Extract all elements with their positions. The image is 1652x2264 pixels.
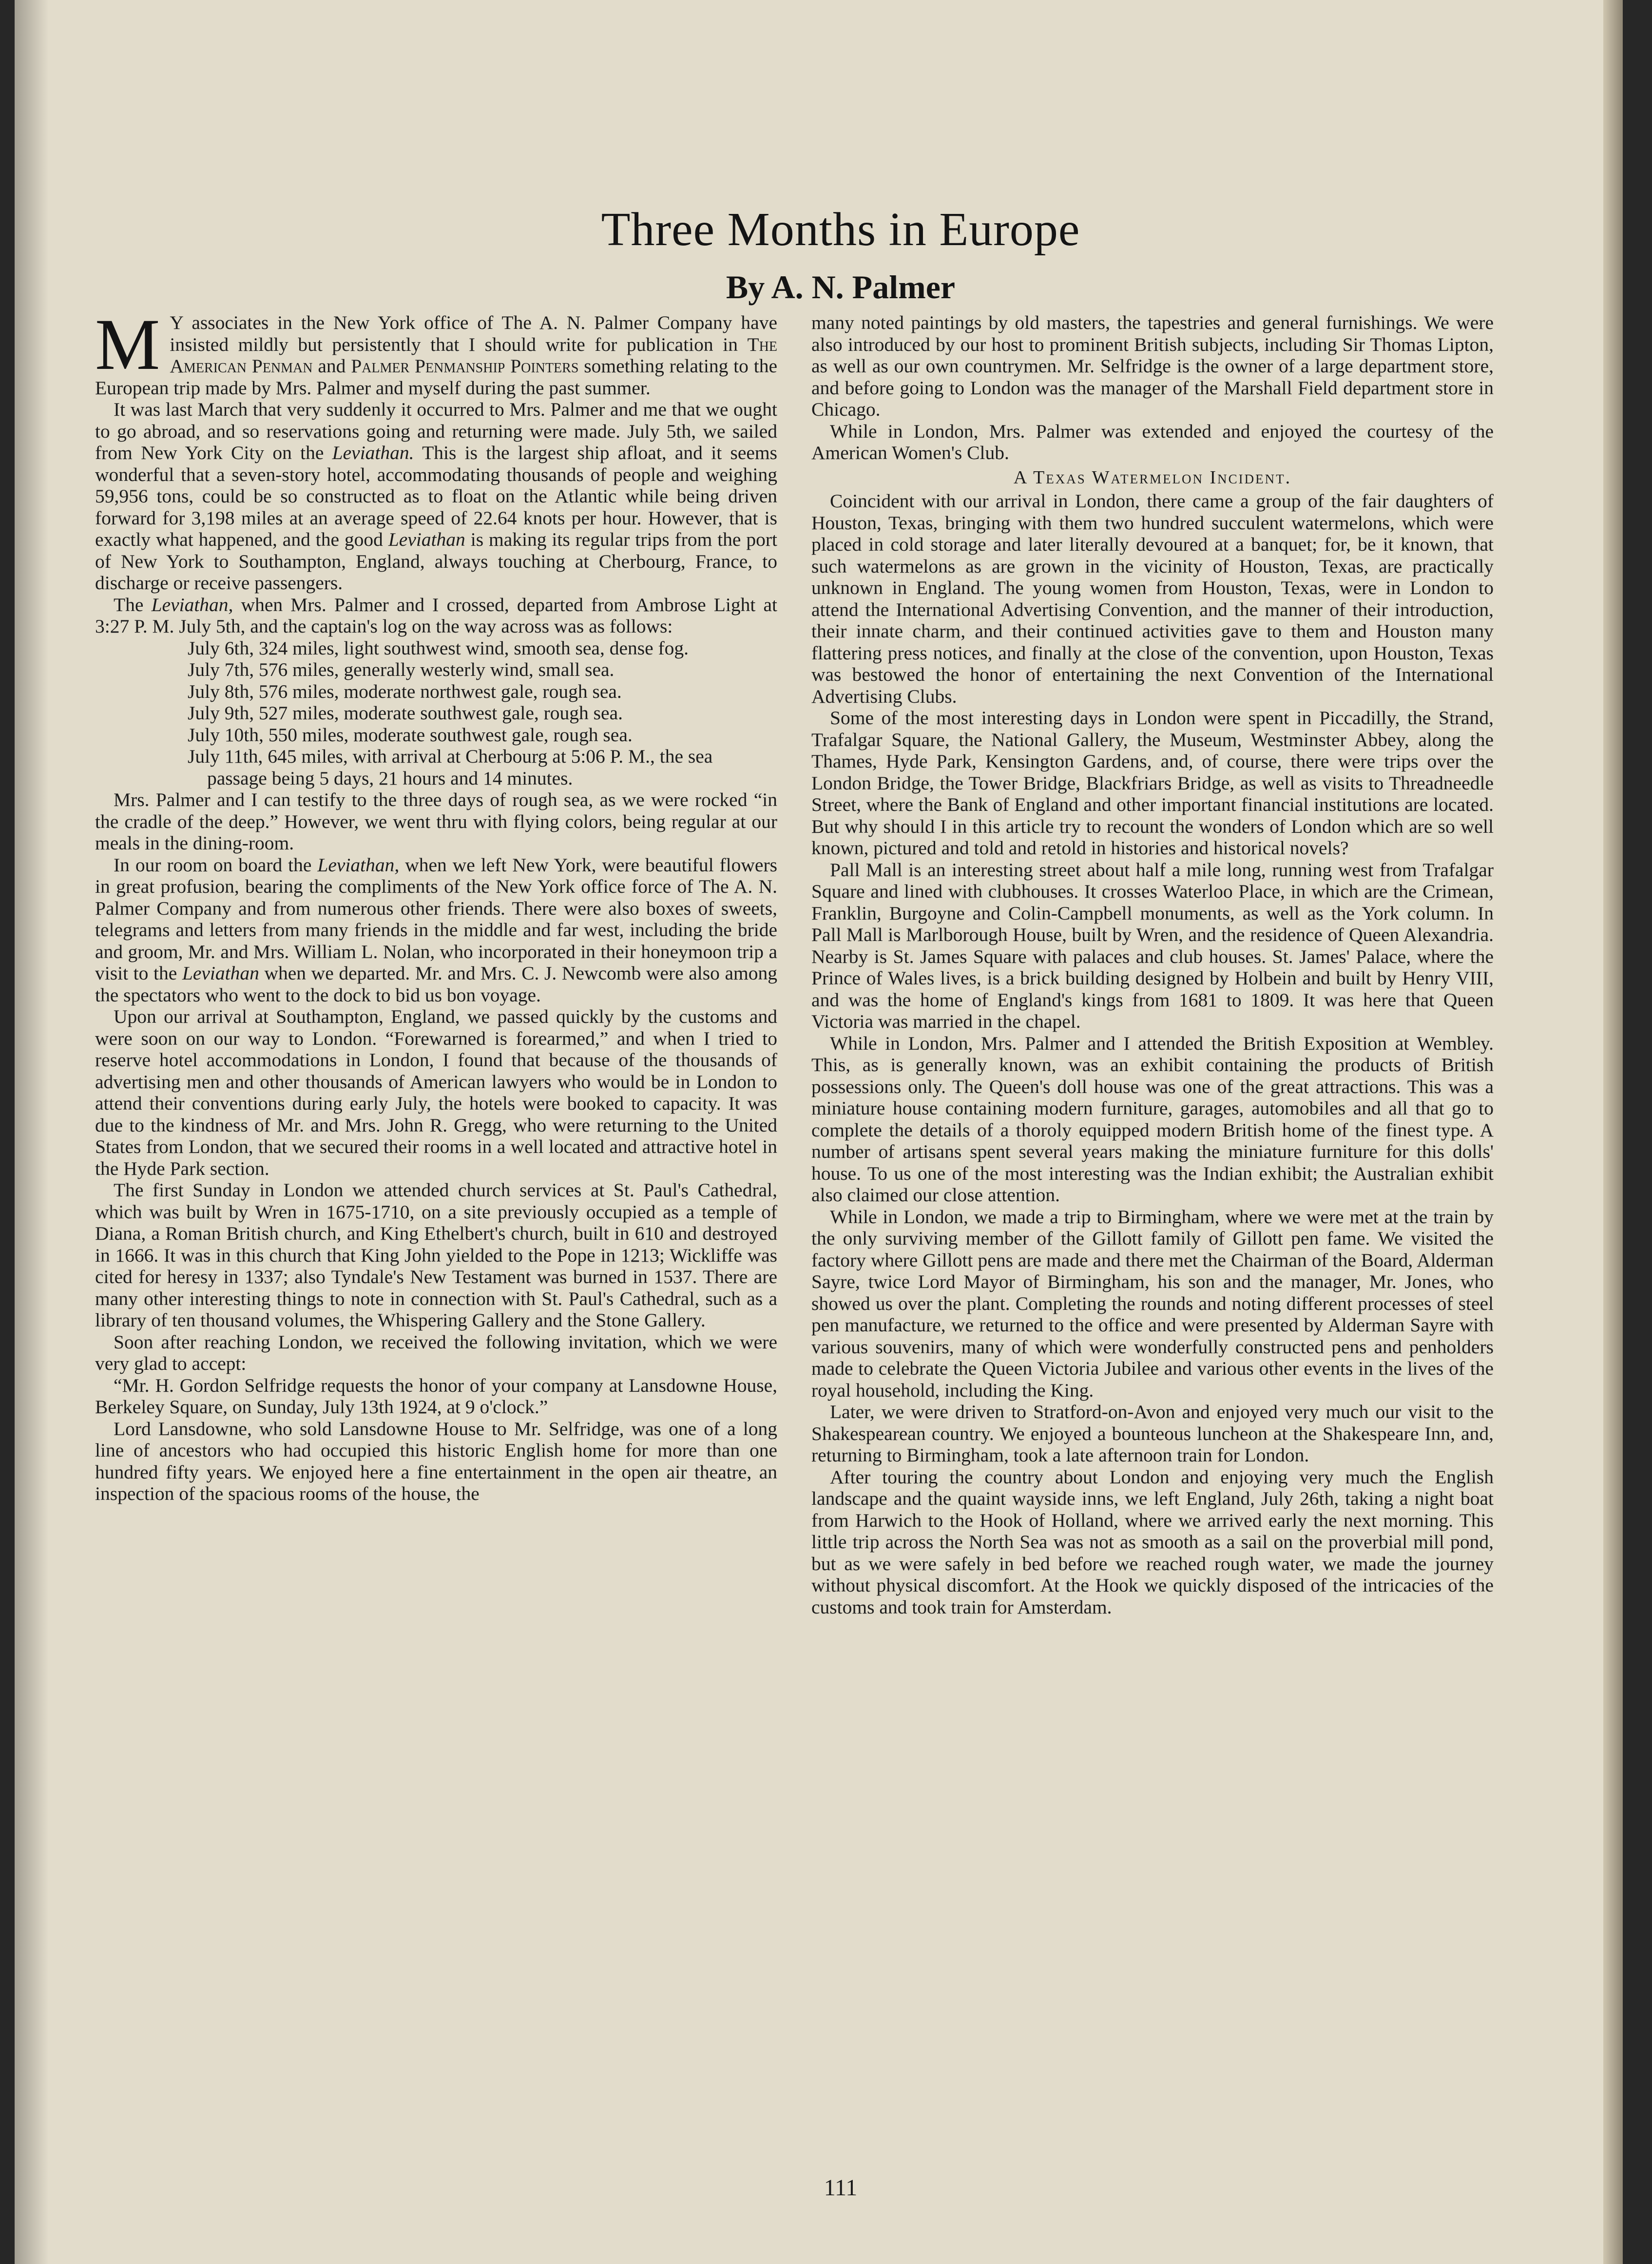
right-column — [811, 312, 1494, 1618]
publication-name: The American Penman — [170, 333, 777, 377]
paragraph: The first Sunday in London we attended church services at St. Paul's Cathedral, which was built by Wren in 1675-1710, on a site previously occupied as a temple of Diana, a Roman British church, and King Ethelbert's church, built in 610 and destroyed in 1666. It was in this church that King John yielded to the Pope in 1213; Wickliffe was cited for heresy in 1337; also Tyndale's New Testament was burned in 1537. There are many other interesting things to note in connection with St. Paul's Cathedral, such as a library of ten thousand volumes, the Whispering Gallery and the Stone Gallery. — [95, 1179, 777, 1331]
paragraph: While in London, Mrs. Palmer and I attended the British Exposition at Wembley. This, as is generally known, was an exhibit containing the products of British possessions only. The Queen's doll house was one of the great attractions. This was a miniature house containing modern furniture, garages, automobiles and all that go to complete the details of a thoroly equipped modern British home of the finest type. A number of artisans spent several years making the miniature furniture for this dolls' house. To us one of the most interesting was the Indian exhibit; the Australian exhibit also claimed our close attention. — [811, 1032, 1494, 1206]
paragraph: Mrs. Palmer and I can testify to the three days of rough sea, as we were rocked “in the cradle of the deep.” However, we went thru with flying colors, being regular at our meals in the dining-room. — [95, 789, 777, 854]
opening-paragraph: M Y associates in the New York office of The A. N. Palmer Company have insisted mildly but persistently that I should write for publication in The American Penman and Palmer Penmanship Pointers something relating to the European trip made by Mrs. Palmer and myself during the past summer. — [95, 304, 777, 399]
page-edge — [1603, 0, 1623, 2264]
ship-name: Leviathan. — [332, 442, 414, 463]
paragraph: many noted paintings by old masters, the tapestries and general furnishings. We were also introduced by our host to prominent British subjects, including Sir Thomas Lipton, as well as our own countrymen. Mr. Selfridge is the owner of a large department store, and before going to London was the manager of the Marshall Field department store in Chicago. — [811, 312, 1494, 420]
paragraph: Lord Lansdowne, who sold Lansdowne House to Mr. Selfridge, was one of a long line of ancestors who had occupied this historic English home for more than one hundred fifty years. We enjoyed here a fine entertainment in the open air theatre, an inspection of the spacious rooms of the house, the — [95, 1418, 777, 1504]
magazine-page — [15, 0, 1623, 2264]
paragraph: Some of the most interesting days in London were spent in Piccadilly, the Strand, Trafalgar Square, the National Gallery, the Museum, Westminster Abbey, along the Thames, Hyde Park, Kensington Gardens, and, of course, there were trips over the London Bridge, the Tower Bridge, Blackfriars Bridge, as well as visits to Threadneedle Street, where the Bank of England and other important financial institutions are located. But why should I in this article try to recount the wonders of London which are so well known, pictured and told and retold in histories and historical novels? — [811, 707, 1494, 859]
log-entry: July 8th, 576 miles, moderate northwest gale, rough sea. — [188, 680, 622, 702]
ship-name: Leviathan, — [151, 594, 233, 615]
article-title: Three Months in Europe — [601, 203, 1080, 256]
paragraph: Soon after reaching London, we received the following invitation, which we were very glad to accept: — [95, 1331, 777, 1374]
paragraph: After touring the country about London and enjoying very much the English landscape and the quaint wayside inns, we left England, July 26th, taking a night boat from Harwich to the Hook of Holland, where we arrived early the next morning. This little trip across the North Sea was not as smooth as a sail on the proverbial mill pond, but as we were safely in bed before we reached rough water, we made the journey without physical discomfort. At the Hook we quickly disposed of the intricacies of the customs and took train for Amsterdam. — [811, 1466, 1494, 1618]
paragraph: The Leviathan, when Mrs. Palmer and I crossed, departed from Ambrose Light at 3:27 P. M. July 5th, and the captain's log on the way across was as follows: — [95, 594, 777, 637]
left-column — [95, 304, 778, 1505]
invitation-quote: “Mr. H. Gordon Selfridge requests the honor of your company at Lansdowne House, Berkeley Square, on Sunday, July 13th 1924, at 9 o'clock.” — [95, 1374, 777, 1418]
drop-cap: M — [95, 304, 160, 385]
section-subheading: A Texas Watermelon Incident. — [1013, 467, 1292, 488]
paragraph: In our room on board the Leviathan, when we left New York, were beautiful flowers in great profusion, bearing the compliments of the New York office force of The A. N. Palmer Company and from numerous other friends. There were also boxes of sweets, telegrams and letters from many friends in the middle and far west, including the bride and groom, Mr. and Mrs. William L. Nolan, who incorporated in their honeymoon trip a visit to the Leviathan when we departed. Mr. and Mrs. C. J. Newcomb were also among the spectators who went to the dock to bid us bon voyage. — [95, 854, 777, 1006]
paragraph: It was last March that very suddenly it occurred to Mrs. Palmer and me that we ought to go abroad, and so reservations going and returning were made. July 5th, we sailed from New York City on the Leviathan. This is the largest ship afloat, and it seems wonderful that a seven-story hotel, accommodating thousands of people and weighing 59,956 tons, could be so constructed as to float on the Atlantic while being driven forward for 3,198 miles at an average speed of 22.64 knots per hour. However, that is exactly what happened, and the good Leviathan is making its regular trips from the port of New York to Southampton, England, always touching at Cherbourg, France, to discharge or receive passengers. — [95, 399, 778, 594]
log-entry: July 7th, 576 miles, generally westerly wind, small sea. — [188, 659, 615, 680]
paragraph: Later, we were driven to Stratford-on-Avon and enjoyed very much our visit to the Shakespearean country. We enjoyed a bounteous luncheon at the Shakespeare Inn, and, returning to Birmingham, took a late afternoon train for London. — [811, 1401, 1494, 1466]
ship-name: Leviathan — [182, 962, 259, 984]
log-entry: July 10th, 550 miles, moderate southwest gale, rough sea. — [188, 724, 633, 746]
ship-name: Leviathan, — [317, 854, 400, 876]
ship-name: Leviathan — [388, 529, 465, 550]
paragraph: While in London, we made a trip to Birmingham, where we were met at the train by the only surviving member of the Gillott family of Gillott pen fame. We visited the factory where Gillott pens are made and there met the Chairman of the Board, Alderman Sayre, twice Lord Mayor of Birmingham, his son and the manager, Mr. Jones, who showed us over the plant. Completing the rounds and noting different processes of steel pen manufacture, we returned to the office and were presented by Alderman Sayre with various souvenirs, many of which were wonderfully constructed pens and penholders made to celebrate the Queen Victoria Jubilee and various other events in the lives of the royal household, including the King. — [811, 1206, 1494, 1401]
captains-log — [95, 637, 777, 789]
publication-name: Palmer Penmanship Pointers — [351, 355, 579, 377]
page-number: 111 — [824, 2175, 858, 2201]
paragraph: Upon our arrival at Southampton, England, we passed quickly by the customs and were soon on our way to London. “Forewarned is forearmed,” and when I tried to reserve hotel accommodations in London, I found that because of the thousands of advertising men and other thousands of American lawyers who would be in London to attend their conventions during early July, the hotels were booked to capacity. It was due to the kindness of Mr. and Mrs. John R. Gregg, who were returning to the United States from London, that we secured their rooms in a well located and attractive hotel in the Hyde Park section. — [95, 1006, 777, 1179]
log-entry: July 6th, 324 miles, light southwest wind, smooth sea, dense fog. — [188, 637, 689, 659]
paragraph: While in London, Mrs. Palmer was extended and enjoyed the courtesy of the American Women's Club. — [811, 420, 1494, 463]
article-byline: By A. N. Palmer — [726, 269, 956, 306]
log-entry: July 11th, 645 miles, with arrival at Cherbourg at 5:06 P. M., the sea passage being 5 days, 21 hours and 14 minutes. — [188, 746, 713, 789]
paragraph: Coincident with our arrival in London, there came a group of the fair daughters of Houston, Texas, bringing with them two hundred succulent watermelons, which were placed in cold storage and later literally devoured at a banquet; for, be it known, that such watermelons as are grown in the vicinity of Houston, Texas, are practically unknown in England. The young women from Houston, Texas, were in London to attend the International Advertising Convention, and the manner of their introduction, their innate charm, and their continued activities gave to them and Houston many flattering press notices, and finally at the close of the convention, upon Houston, Texas was bestowed the honor of entertaining the next Convention of the International Advertising Clubs. — [811, 490, 1494, 707]
log-entry: July 9th, 527 miles, moderate southwest gale, rough sea. — [188, 702, 623, 724]
paragraph: Pall Mall is an interesting street about half a mile long, running west from Trafalgar Square and lined with clubhouses. It crosses Waterloo Place, in which are the Crimean, Franklin, Burgoyne and Colin-Campbell monuments, as well as the York column. In Pall Mall is Marlborough House, built by Wren, and the residence of Queen Alexandria. Nearby is St. James Square with palaces and club houses. St. James' Palace, where the Prince of Wales lives, is a brick building designed by Holbein and built by Henry VIII, and was the home of England's kings from 1681 to 1809. It was here that Queen Victoria was married in the chapel. — [811, 859, 1494, 1032]
